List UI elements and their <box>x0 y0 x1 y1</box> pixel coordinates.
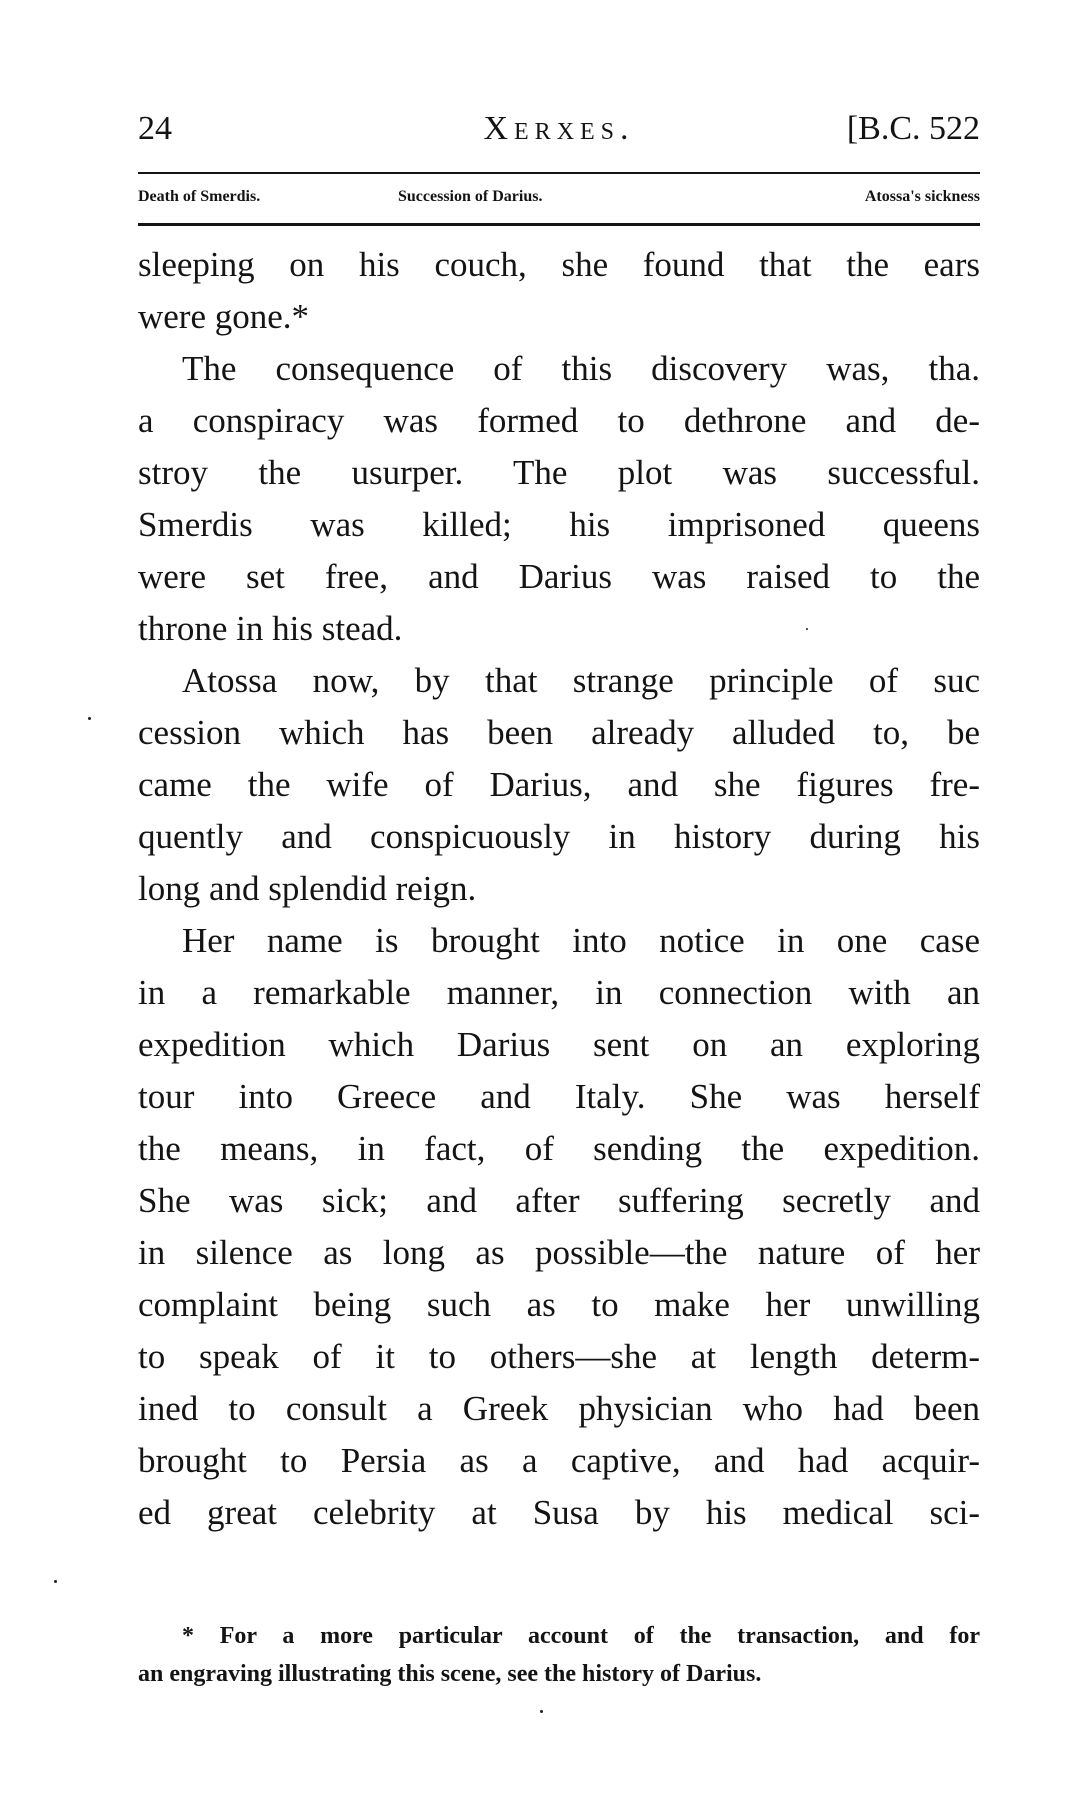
text-line: throne in his stead. <box>138 609 403 648</box>
running-title: Xerxes. <box>483 110 635 147</box>
text-line: long and splendid reign. <box>138 869 477 908</box>
text-line: stroy the usurper. The plot was successful. <box>138 453 980 492</box>
subhead-right: Atossa's sickness <box>864 188 980 205</box>
text-line: were set free, and Darius was raised to the <box>138 557 980 596</box>
text-line: a conspiracy was formed to dethrone and de- <box>138 401 980 440</box>
text-line: expedition which Darius sent on an exploring <box>138 1025 980 1064</box>
text-line: to speak of it to others—she at length determ- <box>138 1337 980 1376</box>
print-speck <box>88 717 91 720</box>
body-text <box>138 239 980 1539</box>
text-line: brought to Persia as a captive, and had acquir- <box>138 1441 980 1480</box>
text-line: in silence as long as possible—the nature of her <box>138 1233 980 1272</box>
text-line: She was sick; and after suffering secretly and <box>138 1181 980 1220</box>
footnote-line: * For a more particular account of the transaction, and for <box>182 1623 980 1649</box>
text-line: came the wife of Darius, and she figures fre- <box>138 765 980 804</box>
text-line: in a remarkable manner, in connection with an <box>138 973 980 1012</box>
text-line: Her name is brought into notice in one case <box>182 921 980 960</box>
text-line: ed great celebrity at Susa by his medical sci- <box>138 1493 980 1532</box>
text-line: sleeping on his couch, she found that the ears <box>138 245 980 284</box>
text-line: complaint being such as to make her unwilling <box>138 1285 980 1324</box>
text-line: cession which has been already alluded to, be <box>138 713 980 752</box>
text-line: ined to consult a Greek physician who had been <box>138 1389 980 1428</box>
print-speck <box>540 1710 543 1713</box>
page-header <box>138 102 980 152</box>
header-rule-bottom <box>138 223 980 226</box>
print-speck <box>806 628 808 630</box>
footnote <box>138 1617 980 1693</box>
print-speck <box>54 1580 57 1583</box>
header-rule-top <box>138 172 980 174</box>
date-range: [B.C. 522 <box>846 110 980 147</box>
text-line: quently and conspicuously in history during his <box>138 817 980 856</box>
subhead-left: Death of Smerdis. <box>138 188 261 205</box>
footnote-line: an engraving illustrating this scene, see the history of Darius. <box>138 1661 762 1687</box>
text-line: Smerdis was killed; his imprisoned queens <box>138 505 980 544</box>
page-number: 24 <box>138 110 172 147</box>
text-line: were gone.* <box>138 297 310 336</box>
text-line: tour into Greece and Italy. She was herself <box>138 1077 980 1116</box>
text-line: The consequence of this discovery was, tha. <box>182 349 980 388</box>
text-line: the means, in fact, of sending the expedition. <box>138 1129 980 1168</box>
subhead-center: Succession of Darius. <box>398 188 543 205</box>
subheads <box>138 184 980 214</box>
text-line: Atossa now, by that strange principle of suc <box>182 661 980 700</box>
